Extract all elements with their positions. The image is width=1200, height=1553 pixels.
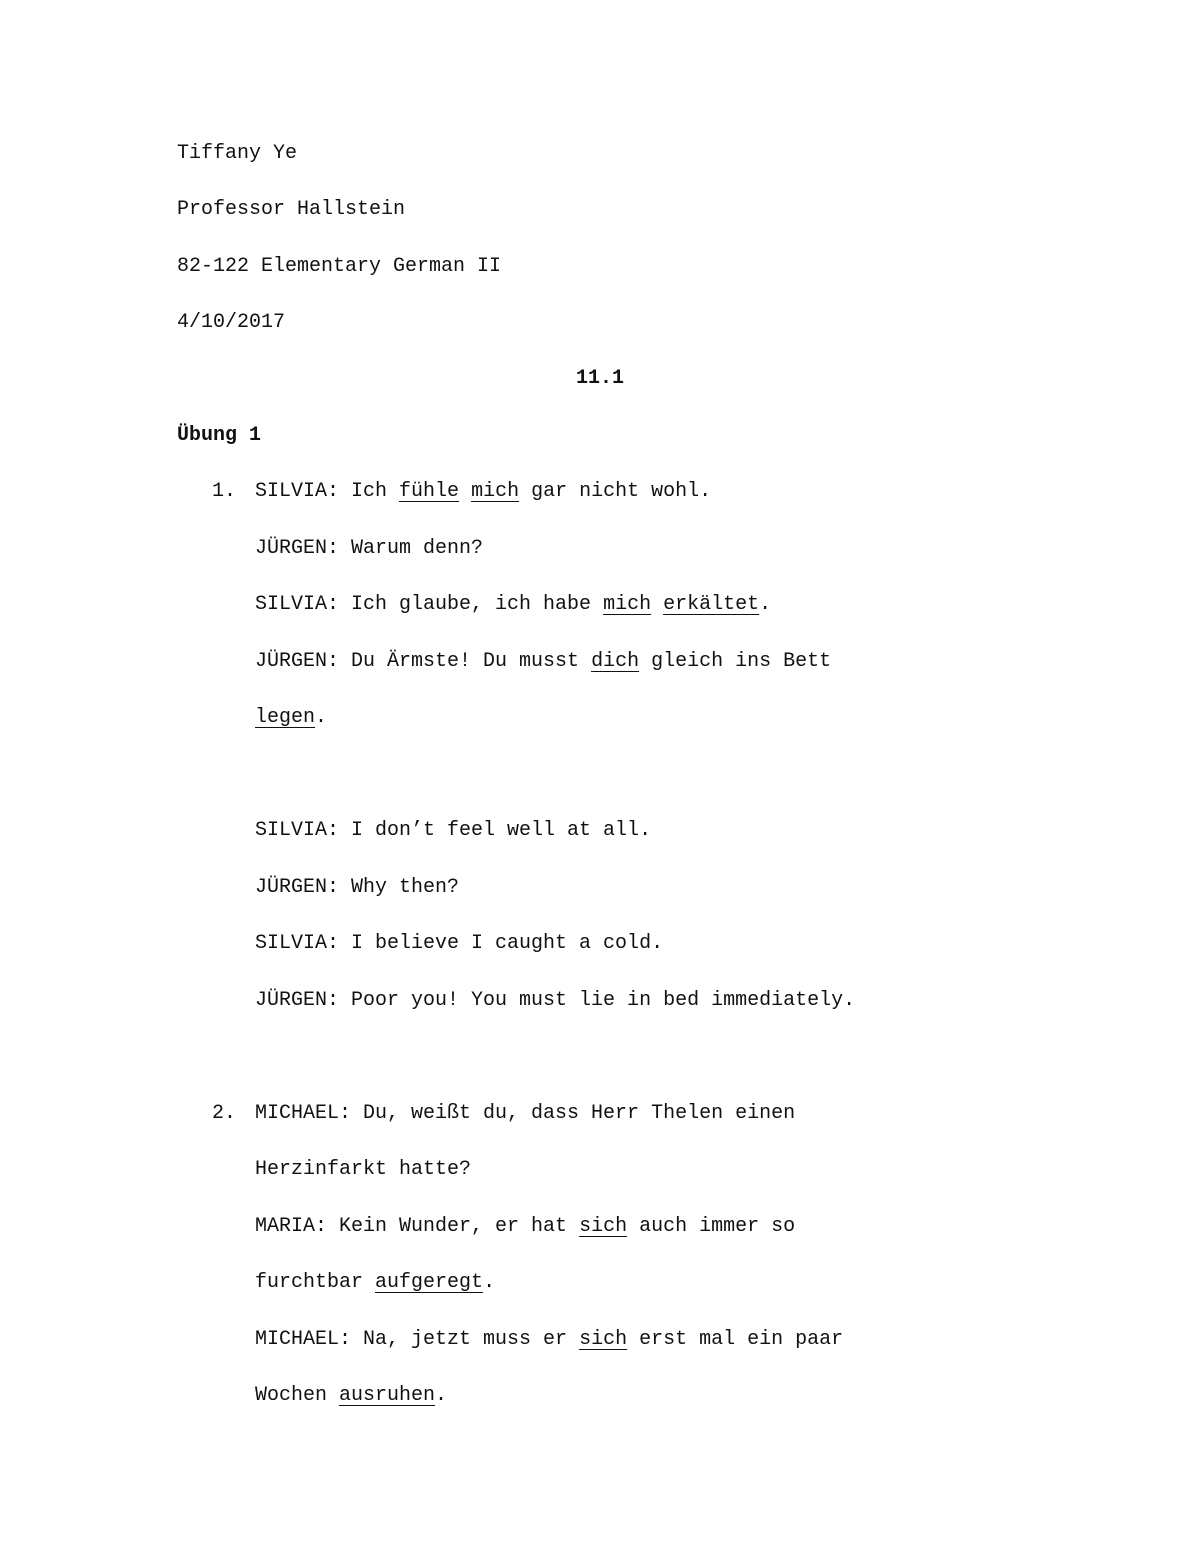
dialogue-text: . <box>315 706 328 729</box>
underlined-word: ausruhen <box>339 1384 436 1407</box>
dialogue-line <box>255 593 771 617</box>
dialogue-text: Herzinfarkt hatte? <box>255 1158 472 1181</box>
dialogue-line <box>255 1384 447 1408</box>
translation-line: JÜRGEN: Poor you! You must lie in bed immediately. <box>255 989 856 1012</box>
dialogue-line <box>255 1102 795 1126</box>
dialogue-text <box>459 480 471 503</box>
dialogue-text <box>651 593 663 616</box>
dialogue-text: gleich ins Bett <box>639 650 832 673</box>
dialogue-text: SILVIA: Ich glaube, ich habe <box>255 593 604 616</box>
dialogue-text: . <box>483 1271 496 1294</box>
dialogue-line <box>255 1158 471 1182</box>
dialogue-line <box>255 1215 795 1239</box>
dialogue-text: MICHAEL: Du, weißt du, dass Herr Thelen einen <box>255 1102 796 1125</box>
dialogue-text: auch immer so <box>627 1215 796 1238</box>
dialogue-line <box>255 706 327 730</box>
dialogue-line <box>255 1328 843 1352</box>
dialogue-text: MICHAEL: Na, jetzt muss er <box>255 1328 580 1351</box>
professor-name: Professor Hallstein <box>177 198 406 221</box>
dialogue-text: JÜRGEN: Warum denn? <box>255 537 484 560</box>
student-name: Tiffany Ye <box>177 142 298 165</box>
underlined-word: sich <box>579 1328 628 1351</box>
dialogue-line <box>255 537 483 561</box>
underlined-word: mich <box>603 593 652 616</box>
underlined-word: legen <box>255 706 316 729</box>
translation-line: SILVIA: I don’t feel well at all. <box>255 819 652 842</box>
section-title: 11.1 <box>575 367 624 390</box>
document-date: 4/10/2017 <box>177 311 286 334</box>
underlined-word: mich <box>471 480 520 503</box>
dialogue-text: furchtbar <box>255 1271 376 1294</box>
dialogue-text: erst mal ein paar <box>627 1328 844 1351</box>
exercise-title: Übung 1 <box>177 424 262 447</box>
item-number: 1. <box>212 480 237 503</box>
dialogue-line <box>255 1271 495 1295</box>
dialogue-text: SILVIA: Ich <box>255 480 400 503</box>
course-title: 82-122 Elementary German II <box>177 255 502 278</box>
translation-line: JÜRGEN: Why then? <box>255 876 460 899</box>
dialogue-text: MARIA: Kein Wunder, er hat <box>255 1215 580 1238</box>
dialogue-line <box>255 650 831 674</box>
translation-line: SILVIA: I believe I caught a cold. <box>255 932 664 955</box>
dialogue-text: JÜRGEN: Du Ärmste! Du musst <box>255 650 592 673</box>
underlined-word: fühle <box>399 480 460 503</box>
underlined-word: aufgeregt <box>375 1271 484 1294</box>
dialogue-line <box>255 480 711 504</box>
underlined-word: erkältet <box>663 593 760 616</box>
underlined-word: sich <box>579 1215 628 1238</box>
underlined-word: dich <box>591 650 640 673</box>
dialogue-text: Wochen <box>255 1384 340 1407</box>
item-number: 2. <box>212 1102 237 1125</box>
dialogue-text: gar nicht wohl. <box>519 480 712 503</box>
dialogue-text: . <box>759 593 772 616</box>
dialogue-text: . <box>435 1384 448 1407</box>
